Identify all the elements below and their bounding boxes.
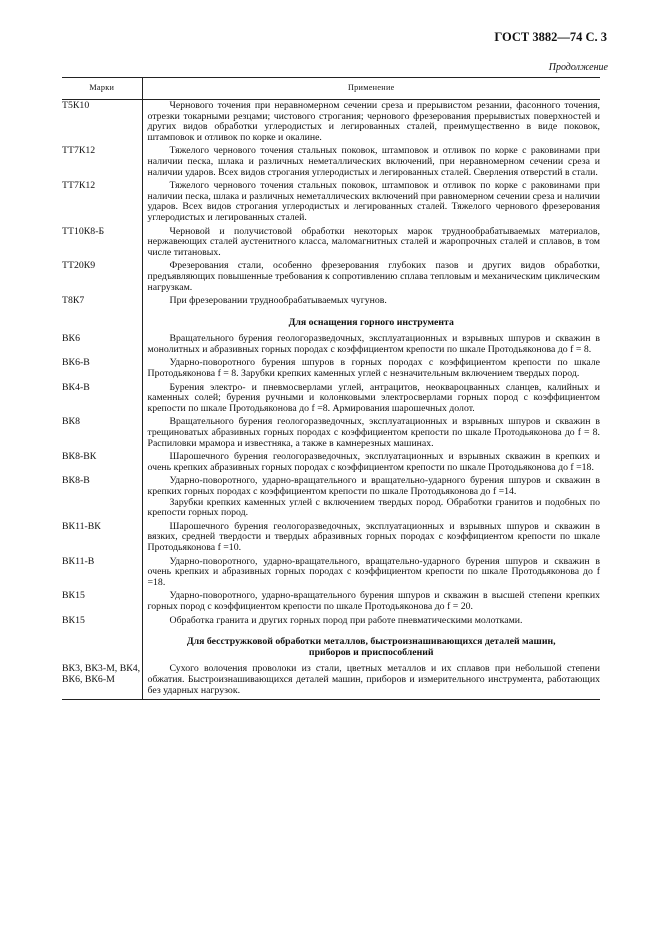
table-row (62, 226, 600, 261)
application-text: Вращательного бурения геологоразведочных, эксплуатационных и взрывных шпуров и скважин в монолитных и абразивных горных породах с коэффициентом крепости по шкале Протодьяконова до f = 8. (147, 333, 600, 355)
column-header-marks: Марки (62, 78, 142, 100)
table-row (62, 357, 600, 381)
table-row (62, 382, 600, 417)
table-row (62, 615, 600, 629)
grade-mark: ВК8 (62, 416, 142, 451)
grade-mark: ВК11-В (62, 556, 142, 591)
grade-mark: ВК15 (62, 615, 142, 629)
grade-mark: ВК6 (62, 333, 142, 357)
table-row (62, 475, 600, 520)
section-title-mining: Для оснащения горного инструмента (288, 316, 454, 328)
table-row (62, 663, 600, 699)
application-text: Тяжелого чернового точения стальных поковок, штамповок и отливок по корке с раковинами при наличии песка, шлака и различных неметаллических включений, при неравномерном сечении среза и наличии ударов. Всех видов строгания углеродистых и легированных сталей. Сверления отверстий в стали. (147, 145, 600, 178)
column-header-application: Применение (142, 78, 600, 100)
application-text: Шарошечного бурения геологоразведочных, эксплуатационных и взрывных шпуров и скважин в вязких, средней твердости и твердых абразивных горных породах с коэффициентом крепости по шкале Протодьяконова f =10. (147, 520, 600, 553)
application-text: Бурения электро- и пневмосверлами углей, антрацитов, неоквароцванных сланцев, калийных и каменных солей; бурения ручными и колонковыми электросверлами горных пород с коэффициентом крепости по шкале Протодьяконова до f =8. Армирования шарошечных долот. (147, 381, 600, 414)
application-text: Ударно-поворотного бурения шпуров в горных породах с коэффициентом крепости по шкале Протодьяконова f = 8. Зарубки крепких каменных углей с незначительным включением твердых пород. (147, 357, 600, 380)
application-text: Обработка гранита и других горных пород при работе пневматическими молотками. (169, 614, 523, 626)
steel-grades-table (62, 77, 600, 700)
table-row (62, 333, 600, 357)
grade-mark: ТТ10К8-Б (62, 226, 142, 261)
application-text: Тяжелого чернового точения стальных поковок, штамповок и отливок по корке с раковинами при наличии песка, шлака и различных неметаллических включений при равномерном сечении среза и наличии ударов. Всех видов строгания углеродистых и легированных сталей. Тяжелого чернового фрезерования углеродистых и легированных сталей. (147, 180, 600, 223)
grade-mark: ТТ7К12 (62, 145, 142, 180)
grade-mark: ВК4-В (62, 382, 142, 417)
grade-mark: ТТ20К9 (62, 260, 142, 295)
application-text: Ударно-поворотного, ударно-вращательного и вращательно-ударного бурения шпуров и скважин в крепких горных породах с коэффициентом крепости по шкале Протодьяконова до f =14. (147, 475, 600, 497)
table-row (62, 416, 600, 451)
application-text: Ударно-поворотного, ударно-вращательного, вращательно-ударного бурения шпуров и скважин в очень крепких и абразивных горных породах с коэффициентом крепости по шкале Протодьяконова до f =18. (147, 555, 600, 588)
grade-mark: Т5К10 (62, 100, 142, 146)
grade-mark: ВК8-В (62, 475, 142, 520)
application-text: Вращательного бурения геологоразведочных, эксплуатационных и взрывных шпуров и скважин в трещиноватых абразивных горных породах с коэффициентом крепости по шкале Протодьяконова до f = 8. Распиловки мрамора и известняка, а также в камнерезных машинах. (147, 416, 600, 449)
page-header: ГОСТ 3882—74 С. 3 (494, 30, 607, 44)
table-row (62, 100, 600, 146)
application-text: Черновой и получистовой обработки некоторых марок труднообрабатываемых материалов, нержавеющих сталей аустенитного класса, маломагнитных сталей и жаропрочных сталей и сплавов, в том числе титановых. (147, 225, 600, 258)
grade-mark: ВК11-ВК (62, 521, 142, 556)
table-row (62, 556, 600, 591)
table-row (62, 590, 600, 614)
grade-mark: ТТ7К12 (62, 180, 142, 225)
application-text: Сухого волочения проволоки из стали, цветных металлов и их сплавов при небольшой степени обжатия. Быстроизнашивающихся деталей машин, приборов и измерительного инструмента, работающих без ударных нагрузок. (147, 663, 600, 696)
grade-mark: Т8К7 (62, 295, 142, 309)
grade-mark: ВК3, ВК3-М, ВК4, ВК6, ВК6-М (62, 663, 142, 699)
grade-mark: ВК6-В (62, 357, 142, 381)
table-row (62, 295, 600, 309)
table-row (62, 521, 600, 556)
section-row (62, 628, 600, 663)
application-text: При фрезеровании труднообрабатываемых чугунов. (169, 295, 387, 307)
table-row (62, 451, 600, 475)
table-row (62, 260, 600, 295)
section-title-chipless-line1: Для бесстружковой обработки металлов, быстроизнашивающихся деталей машин, (186, 636, 556, 648)
grade-mark: ВК15 (62, 590, 142, 614)
application-text: Чернового точения при неравномерном сечении среза и прерывистом резании, фасонного точения, отрезки токарными резцами; чистового строгания; чернового фрезерования прерывистых поверхностей и других видов обработки углеродистых и легированных сталей, преимущественно в виде поковок, штамповок и отливок по корке и окалине. (147, 100, 600, 143)
table-row (62, 180, 600, 225)
application-text: Ударно-поворотного, ударно-вращательного бурения шпуров и скважин в высшей степени крепких горных пород с коэффициентом крепости по шкале Протодьяконова до f = 20. (147, 590, 600, 612)
application-text: Зарубки крепких каменных углей с включением твердых пород. Обработки гранитов и подобных по крепости горных пород. (147, 496, 600, 519)
continued-label: Продолжение (548, 62, 608, 73)
application-text: Фрезерования стали, особенно фрезерования глубоких пазов и других видов обработки, предъявляющих повышенные требования к сопротивлению сплава тепловым и механическим циклическим нагрузкам. (147, 260, 600, 293)
table-row (62, 145, 600, 180)
grade-mark: ВК8-ВК (62, 451, 142, 475)
application-text: Шарошечного бурения геологоразведочных, эксплуатационных и взрывных скважин в крепких и очень крепких абразивных горных породах с коэффициентом крепости по шкале Протодьяконова до f =18. (147, 451, 600, 473)
section-title-chipless-line2: приборов и приспособлений (308, 646, 434, 658)
section-row (62, 309, 600, 334)
